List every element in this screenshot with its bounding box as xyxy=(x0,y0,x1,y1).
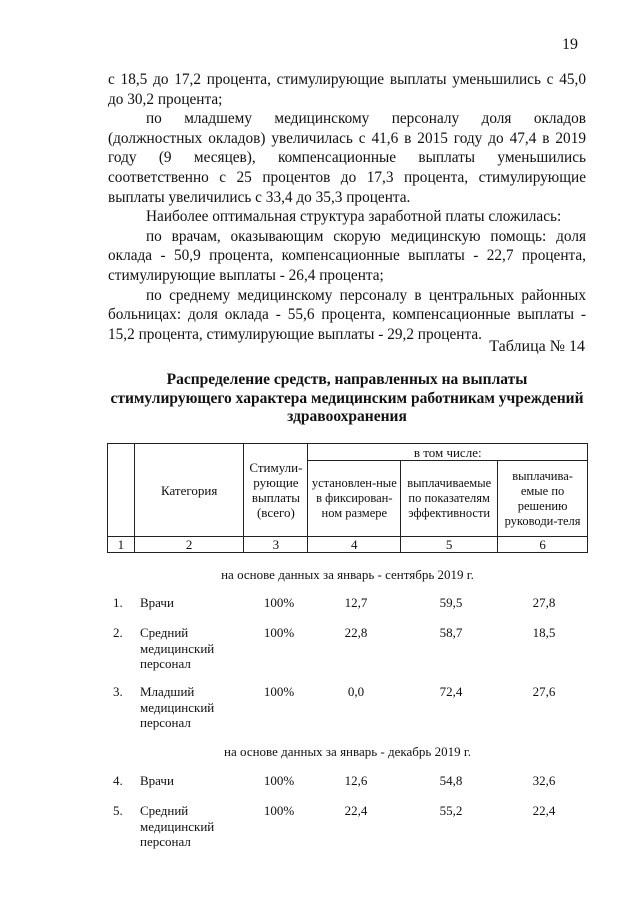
paragraph: по среднему медицинскому персоналу в центральных районных больницах: доля оклада - 55,6 процента, компенсационные выплаты - 15,2 процента, стимулирующие выплаты - 29,2 процента. xyxy=(108,286,586,343)
row-fixed: 22,4 xyxy=(344,803,368,818)
row-head-decision: 18,5 xyxy=(532,625,556,640)
row-total: 100% xyxy=(263,773,295,788)
column-number: 4 xyxy=(308,537,401,553)
row-total: 100% xyxy=(263,803,295,818)
row-head-decision: 27,6 xyxy=(532,684,556,699)
paragraph: по врачам, оказывающим скорую медицинскую помощь: доля оклада - 50,9 процента, компенсационные выплаты - 22,7 процента, стимулирующие выплаты - 26,4 процента; xyxy=(108,227,586,284)
row-category: Врачи xyxy=(140,773,174,788)
column-number: 1 xyxy=(108,537,135,553)
row-total: 100% xyxy=(263,684,295,699)
row-total: 100% xyxy=(263,595,295,610)
table-header xyxy=(107,443,588,553)
row-category: Младший медицинский персонал xyxy=(140,684,215,730)
row-fixed: 12,6 xyxy=(344,773,368,788)
row-category: Врачи xyxy=(140,595,174,610)
row-efficiency: 58,7 xyxy=(439,625,463,640)
page-number: 19 xyxy=(562,36,578,53)
body-text xyxy=(108,70,586,344)
header-cell-efficiency: выплачиваемые по показателям эффективности xyxy=(401,461,498,537)
row-head-decision: 32,6 xyxy=(532,773,556,788)
row-fixed: 12,7 xyxy=(344,595,368,610)
paragraph: с 18,5 до 17,2 процента, стимулирующие выплаты уменьшились с 45,0 до 30,2 процента; xyxy=(108,71,586,108)
row-number: 5. xyxy=(113,803,123,818)
header-cell-category: Категория xyxy=(134,444,244,537)
row-number: 4. xyxy=(113,773,123,788)
row-category: Средний медицинский персонал xyxy=(140,803,215,849)
column-number: 5 xyxy=(401,537,498,553)
table-label: Таблица № 14 xyxy=(489,338,585,355)
column-number: 6 xyxy=(498,537,588,553)
header-cell-fixed: установлен-ные в фиксирован-ном размере xyxy=(308,461,401,537)
row-fixed: 22,8 xyxy=(344,625,368,640)
period-heading: на основе данных за январь - сентябрь 2019 г. xyxy=(221,567,474,582)
paragraph: Наиболее оптимальная структура заработной платы сложилась: xyxy=(146,208,562,226)
row-number: 2. xyxy=(113,625,123,640)
row-category: Средний медицинский персонал xyxy=(140,625,215,671)
period-heading: на основе данных за январь - декабрь 2019 г. xyxy=(224,744,471,759)
header-cell-head-decision: выплачива-емые по решению руководи-теля xyxy=(498,461,588,537)
row-efficiency: 72,4 xyxy=(439,684,463,699)
row-number: 3. xyxy=(113,684,123,699)
row-efficiency: 55,2 xyxy=(439,803,463,818)
table-title: Распределение средств, направленных на выплаты стимулирующего характера медицинским работникам учреждений здравоохранения xyxy=(110,371,584,425)
row-total: 100% xyxy=(263,625,295,640)
column-number: 2 xyxy=(134,537,244,553)
column-number: 3 xyxy=(244,537,308,553)
row-head-decision: 22,4 xyxy=(532,803,556,818)
header-cell-including: в том числе: xyxy=(308,444,588,461)
paragraph: по младшему медицинскому персоналу доля окладов (должностных окладов) увеличилась с 41,6 в 2015 году до 47,4 в 2019 году (9 месяцев), компенсационные выплаты уменьшились соответственно с 25 процентов до 17,3 процента, стимулирующие выплаты увеличились с 33,4 до 35,3 процента. xyxy=(108,110,586,206)
row-head-decision: 27,8 xyxy=(532,595,556,610)
row-number: 1. xyxy=(113,595,123,610)
row-efficiency: 59,5 xyxy=(439,595,463,610)
row-efficiency: 54,8 xyxy=(439,773,463,788)
header-cell-total: Стимули-рующие выплаты (всего) xyxy=(244,444,308,537)
header-cell-num xyxy=(108,444,135,537)
row-fixed: 0,0 xyxy=(347,684,365,699)
